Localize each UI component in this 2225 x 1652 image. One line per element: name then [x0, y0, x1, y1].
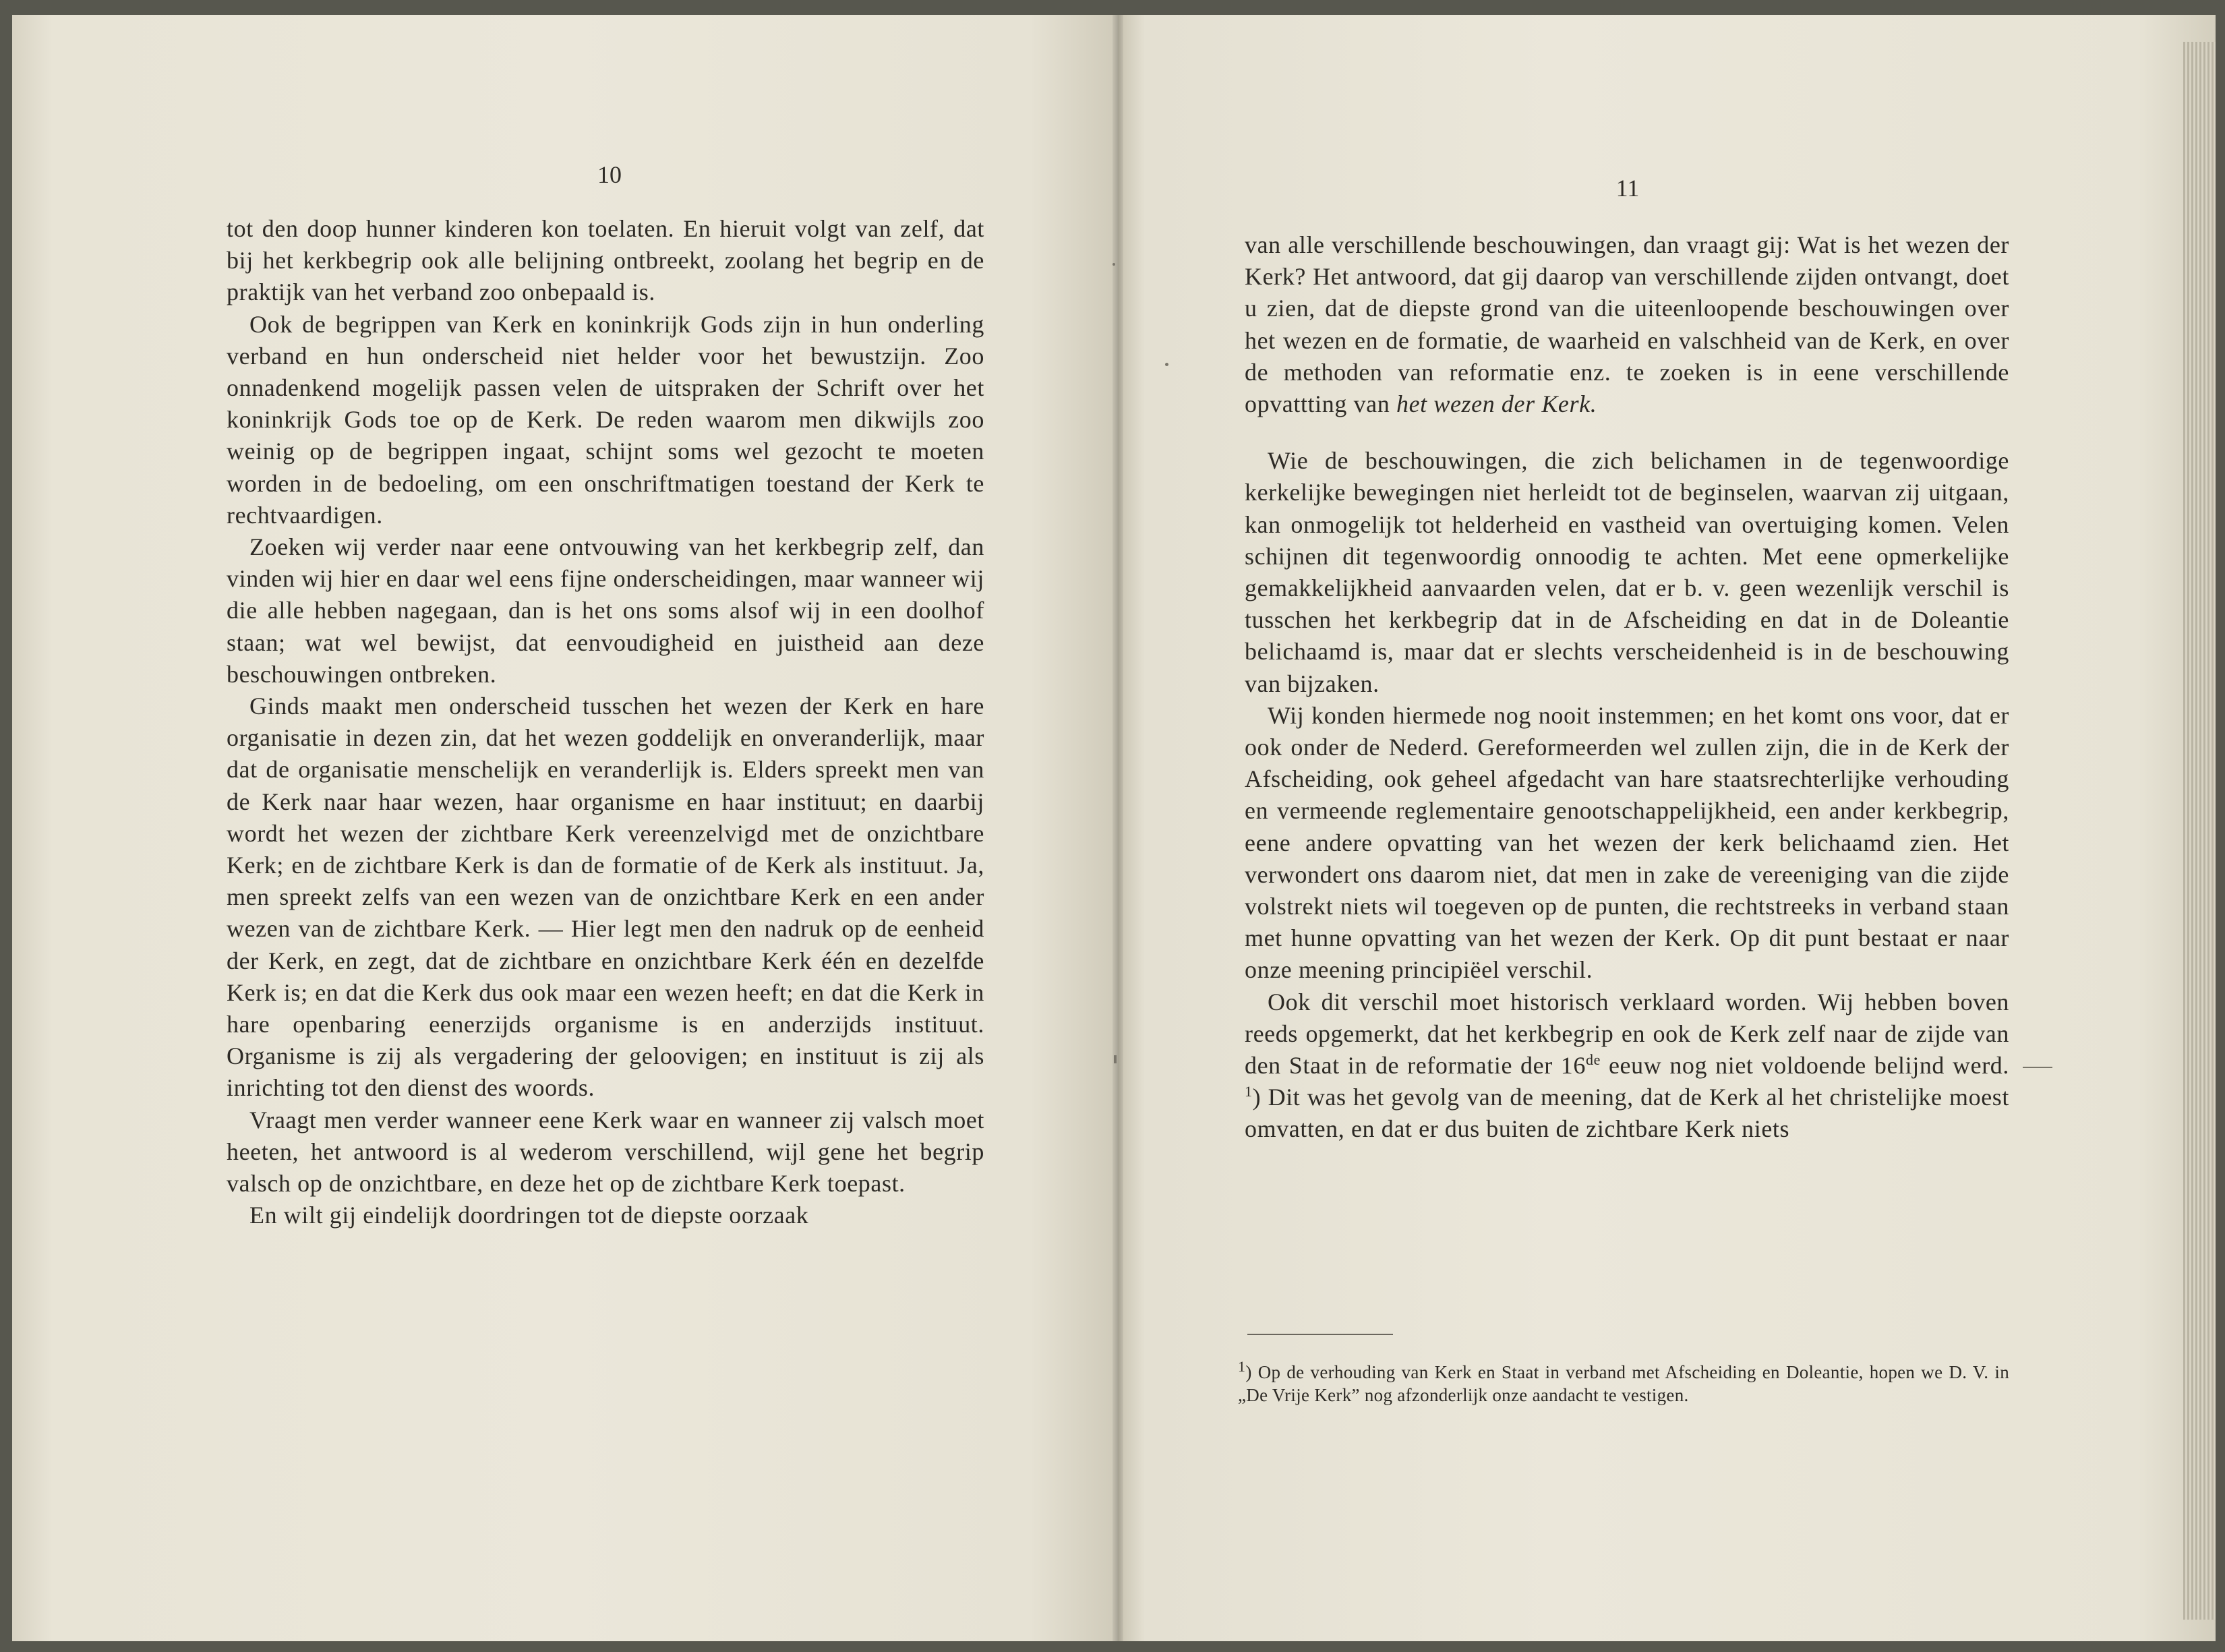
speck	[1114, 1055, 1117, 1063]
paragraph: Ginds maakt men onderscheid tusschen het wezen der Kerk en hare organisatie in dezen zin, dat het wezen goddelijk en onveranderlijk, maar dat de organisatie menschelijk en veranderlijk is. Elders spreekt men van de Kerk naar haar wezen, haar organisme en haar instituut; en daarbij wordt het wezen der zichtbare Kerk vereenzelvigd met de onzichtbare Kerk; en de zichtbare Kerk is dan de formatie of de Kerk als instituut. Ja, men spreekt zelfs van een wezen van de onzichtbare Kerk en een ander wezen van de zichtbare Kerk. — Hier legt men den nadruk op de eenheid der Kerk, en zegt, dat de zichtbare en onzichtbare Kerk één en dezelfde Kerk is; en dat die Kerk dus ook maar een wezen heeft; en dat die Kerk in hare openbaring eenerzijds organisme is en anderzijds instituut. Organisme is zij als vergadering der geloovigen; en instituut is zij als inrichting tot den dienst des woords.	[227, 692, 984, 1102]
paragraph-text: Ook dit verschil moet historisch verklaard worden. Wij hebben boven reeds opgemerkt, dat het kerkbegrip en ook de Kerk zelf naar de zijde van den Staat in de reformatie der 16	[1245, 988, 2009, 1080]
left-page-number: 10	[597, 161, 622, 188]
paragraph	[1245, 986, 2009, 1146]
section-gap	[1245, 420, 2009, 445]
paragraph: tot den doop hunner kinderen kon toelaten. En hieruit volgt van zelf, dat bij het kerkbegrip ook alle belijning ontbreekt, zoolang het begrip en de praktijk van het verband zoo onbepaald is.	[227, 215, 984, 306]
speck	[1112, 263, 1115, 266]
book-gutter	[1112, 15, 1123, 1641]
speck	[1165, 363, 1168, 366]
footnote-reference: 1	[1245, 1083, 1253, 1100]
paragraph: Wie de beschouwingen, die zich belichamen in de tegenwoordige kerkelijke bewegingen niet herleidt tot de beginselen, waarvan zij uitgaan, kan onmogelijk tot helderheid en vastheid van overtuiging komen. Velen schijnen dit tegenwoordig onnoodig te achten. Met eene opmerkelijke gemakkelijkheid aanvaarden velen, dat er b. v. geen wezenlijk verschil is tusschen het kerkbegrip dat in de Afscheiding en dat in de Doleantie belichaamd is, maar dat er slechts verscheidenheid is in de beschouwing van bijzaken.	[1245, 447, 2009, 697]
paragraph: Zoeken wij verder naar eene ontvouwing van het kerkbegrip zelf, dan vinden wij hier en daar wel eens fijne onderscheidingen, maar wanneer wij die alle hebben nagegaan, dan is het ons soms alsof wij in een doolhof staan; wat wel bewijst, dat eenvoudigheid en juistheid aan deze beschouwingen ontbreken.	[227, 533, 984, 688]
paragraph: Ook de begrippen van Kerk en koninkrijk Gods zijn in hun onderling verband en hun onderscheid niet helder voor het bewustzijn. Zoo onnadenkend mogelijk passen velen de uitspraken der Schrift over het koninkrijk Gods toe op de Kerk. De reden waarom men dikwijls zoo weinig op de begrippen ingaat, schijnt soms wel gezocht te moeten worden in de bedoeling, om een onschriftmatigen toestand der Kerk te rechtvaardigen.	[227, 310, 984, 529]
italic-phrase: het wezen der Kerk.	[1396, 390, 1597, 418]
paragraph: Vraagt men verder wanneer eene Kerk waar en wanneer zij valsch moet heeten, het antwoord is al wederom verschillend, wijl gene het begrip valsch op de onzichtbare, en deze het op de zichtbare Kerk toepast.	[227, 1106, 984, 1198]
paragraph-text: van alle verschillende beschouwingen, dan vraagt gij: Wat is het wezen der Kerk? Het antwoord, dat gij daarop van verschillende zijden ontvangt, doet u zien, dat de diepste grond van die uiteenloopende beschouwingen over het wezen en de formatie, de waarheid en valschheid van de Kerk, en over de methoden van reformatie enz. te zoeken is in eene verschillende opvattting van	[1245, 231, 2009, 418]
paragraph-text: eeuw nog niet voldoende belijnd werd.	[1600, 1052, 2009, 1080]
paragraph: En wilt gij eindelijk doordringen tot de diepste oorzaak	[249, 1202, 809, 1229]
footnote-text: ) Op de verhouding van Kerk en Staat in verband met Afscheiding en Doleantie, hopen we D. V. in „De Vrije Kerk” nog afzonderlijk onze aandacht te vestigen.	[1238, 1362, 2009, 1405]
paragraph	[1245, 229, 2009, 420]
footnote-rule	[1247, 1334, 1393, 1335]
paragraph-text: ) Dit was het gevolg van de meening, dat de Kerk al het christelijke moest omvatten, en dat er dus buiten de zichtbare Kerk niets	[1245, 1084, 2009, 1143]
page-edges	[2183, 42, 2216, 1620]
ordinal-superscript: de	[1586, 1051, 1601, 1069]
left-page-body	[227, 213, 984, 1232]
footnote-marker: 1	[1238, 1358, 1246, 1375]
right-page-number: 11	[1615, 175, 1640, 202]
paragraph: Wij konden hiermede nog nooit instemmen; en het komt ons voor, dat er ook onder de Nederd. Gereformeerden wel zullen zijn, die in de Kerk der Afscheiding, ook geheel afgedacht van hare staatsrechterlijke verhouding en vermeende reglementaire genootschappelijkheid, een ander kerkbegrip, eene andere opvatting van het wezen der kerk belichaamd zien. Het verwondert ons daarom niet, dat men in zake de vereeniging van die zijde volstrekt niets wil toegeven op de punten, die rechtstreeks in verband staan met hunne opvatting van het wezen der Kerk. Op dit punt bestaat er naar onze meening principiëel verschil.	[1245, 701, 2009, 984]
speck	[2023, 1067, 2052, 1068]
footnote	[1238, 1358, 2009, 1407]
right-page-body	[1245, 229, 2009, 1146]
